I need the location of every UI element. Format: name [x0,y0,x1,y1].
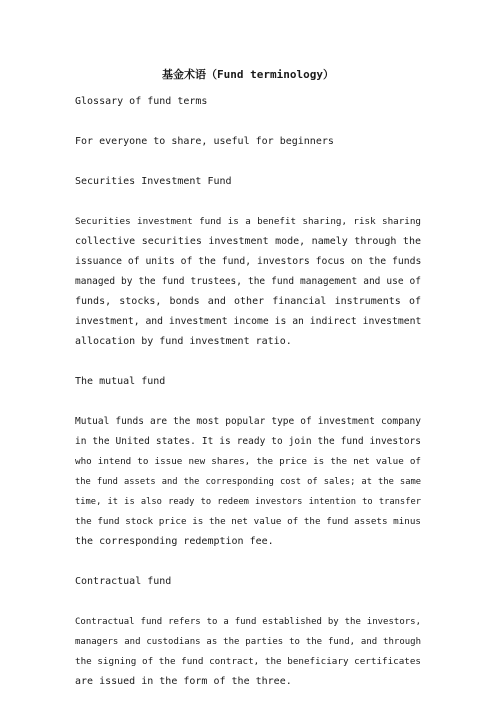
text-line: Securities investment fund is a benefit sharing, risk sharing [75,216,421,227]
text-line: Securities Investment Fund [75,176,232,187]
text-line: Mutual funds are the most popular type of investment company [75,416,421,427]
text-line: For everyone to share, useful for beginners [75,136,334,147]
paragraph [75,92,421,112]
text-line: managed by the fund trustees, the fund management and use of [75,276,421,287]
section-heading [75,172,421,192]
text-line: issuance of units of the fund, investors focus on the funds [75,256,422,267]
text-line: Contractual fund [75,576,172,587]
text-line: collective securities investment mode, namely through the [75,236,421,247]
paragraph [75,412,421,552]
text-line: the corresponding redemption fee. [75,536,274,547]
document-body [75,92,421,712]
document-title: 基金术语（Fund terminology） [162,68,334,81]
text-line: managers and custodians as the parties to the fund, and through [75,637,421,647]
paragraph [75,212,421,352]
text-line: investment, and investment income is an indirect investment [75,316,422,327]
paragraph [75,132,421,152]
text-line: the fund assets and the corresponding cost of sales; at the same [75,477,421,487]
section-heading [75,372,421,392]
text-line: time, it is also ready to redeem investors intention to transfer [75,497,421,507]
text-line: are issued in the form of the three. [75,676,292,687]
text-line: the fund stock price is the net value of the fund assets minus [75,516,421,527]
text-line: Contractual fund refers to a fund established by the investors, [75,617,421,627]
text-line: The mutual fund [75,376,166,387]
text-line: funds, stocks, bonds and other financial instruments of [75,296,421,307]
text-line: Glossary of fund terms [75,96,208,107]
text-line: the signing of the fund contract, the beneficiary certificates [75,656,421,667]
section-heading [75,572,421,592]
paragraph [75,612,421,692]
text-line: who intend to issue new shares, the price is the net value of [75,456,421,467]
text-line: in the United states. It is ready to join the fund investors [75,436,421,447]
text-line: allocation by fund investment ratio. [75,336,292,347]
